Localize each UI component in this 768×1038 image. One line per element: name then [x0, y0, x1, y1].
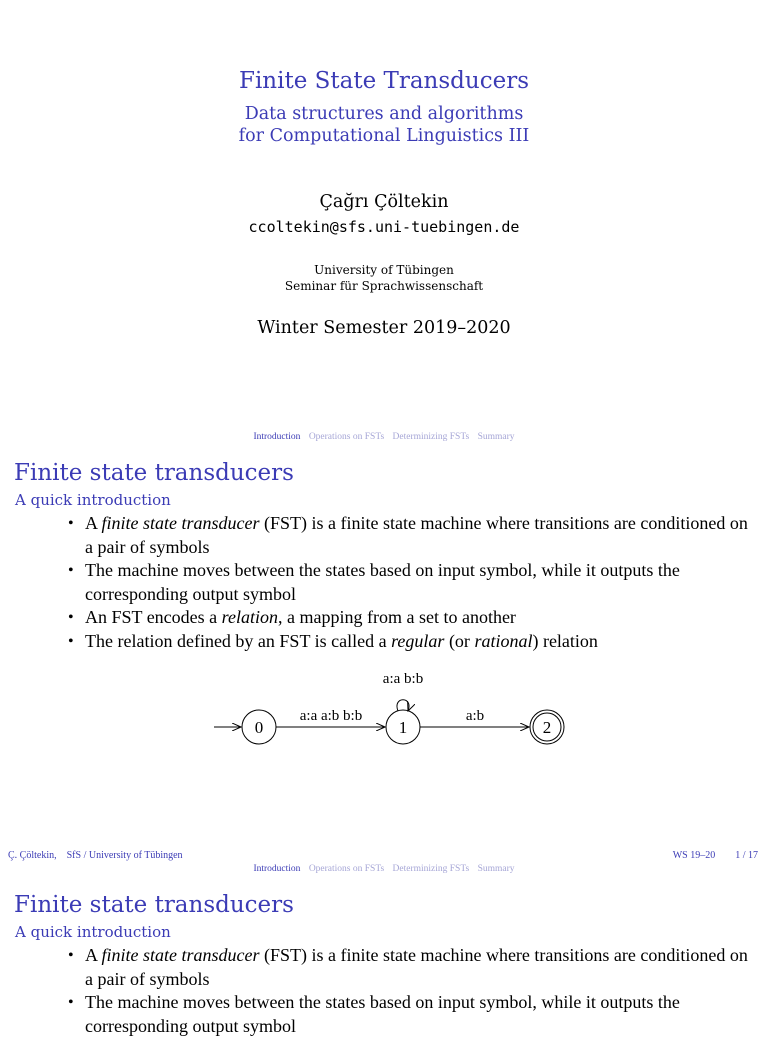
edge-1-2-label: a:b	[465, 708, 485, 724]
nav-summary[interactable]: Summary	[477, 864, 515, 874]
bullet-item: • A finite state transducer (FST) is a finite state machine where transitions are conditioned on a pair of symbols	[68, 944, 748, 991]
semester: Winter Semester 2019–2020	[257, 318, 511, 338]
bullet-item: • A finite state transducer (FST) is a finite state machine where transitions are conditioned on a pair of symbols	[68, 512, 748, 559]
bullet-item: • An FST encodes a relation, a mapping from a set to another	[68, 606, 748, 630]
subtitle-line-1: Data structures and algorithms	[244, 104, 524, 124]
footer-affiliation: SfS / University of Tübingen	[66, 850, 183, 861]
frame-subtitle: A quick introduction	[15, 491, 171, 509]
title-slide-subtitle	[0, 103, 768, 147]
nav-determinizing[interactable]: Determinizing FSTs	[392, 432, 470, 442]
subtitle-line-2: for Computational Linguistics III	[238, 126, 530, 146]
nav-introduction[interactable]: Introduction	[253, 864, 301, 874]
state-2-label: 2	[542, 718, 552, 737]
nav-summary[interactable]: Summary	[477, 432, 515, 442]
bullet-item: • The relation defined by an FST is called a regular (or rational) relation	[68, 630, 748, 654]
bullet-list	[68, 512, 748, 653]
nav-operations[interactable]: Operations on FSTs	[308, 864, 385, 874]
loop-1	[397, 700, 409, 711]
state-1-label: 1	[398, 718, 408, 737]
edge-0-1-label: a:a a:b b:b	[299, 708, 363, 724]
state-0-label: 0	[254, 718, 264, 737]
frame-title: Finite state transducers	[14, 892, 294, 918]
frame-subtitle: A quick introduction	[15, 923, 171, 941]
institution-line-2: Seminar für Sprachwissenschaft	[284, 279, 484, 293]
author-email[interactable]: ccoltekin@sfs.uni-tuebingen.de	[248, 218, 520, 236]
bullet-item: • The machine moves between the states based on input symbol, while it outputs the corresponding output symbol	[68, 991, 748, 1038]
footer-left	[8, 850, 183, 861]
frame-title: Finite state transducers	[14, 460, 294, 486]
bullet-item: • The machine moves between the states based on input symbol, while it outputs the corresponding output symbol	[68, 559, 748, 606]
institution-line-1: University of Tübingen	[314, 263, 454, 277]
footer-right	[653, 850, 758, 861]
author-name: Çağrı Çöltekin	[319, 192, 449, 212]
footer-author: Ç. Çöltekin,	[8, 850, 57, 861]
section-nav	[0, 432, 768, 442]
institution	[0, 262, 768, 294]
nav-operations[interactable]: Operations on FSTs	[308, 432, 385, 442]
nav-introduction[interactable]: Introduction	[253, 432, 301, 442]
footer-term: WS 19–20	[672, 850, 716, 861]
title-slide-title: Finite State Transducers	[238, 68, 529, 94]
footer-page: 1 / 17	[735, 850, 758, 861]
loop-1-label: a:a b:b	[382, 671, 424, 687]
section-nav	[0, 864, 768, 874]
fst-diagram	[0, 660, 768, 760]
nav-determinizing[interactable]: Determinizing FSTs	[392, 864, 470, 874]
